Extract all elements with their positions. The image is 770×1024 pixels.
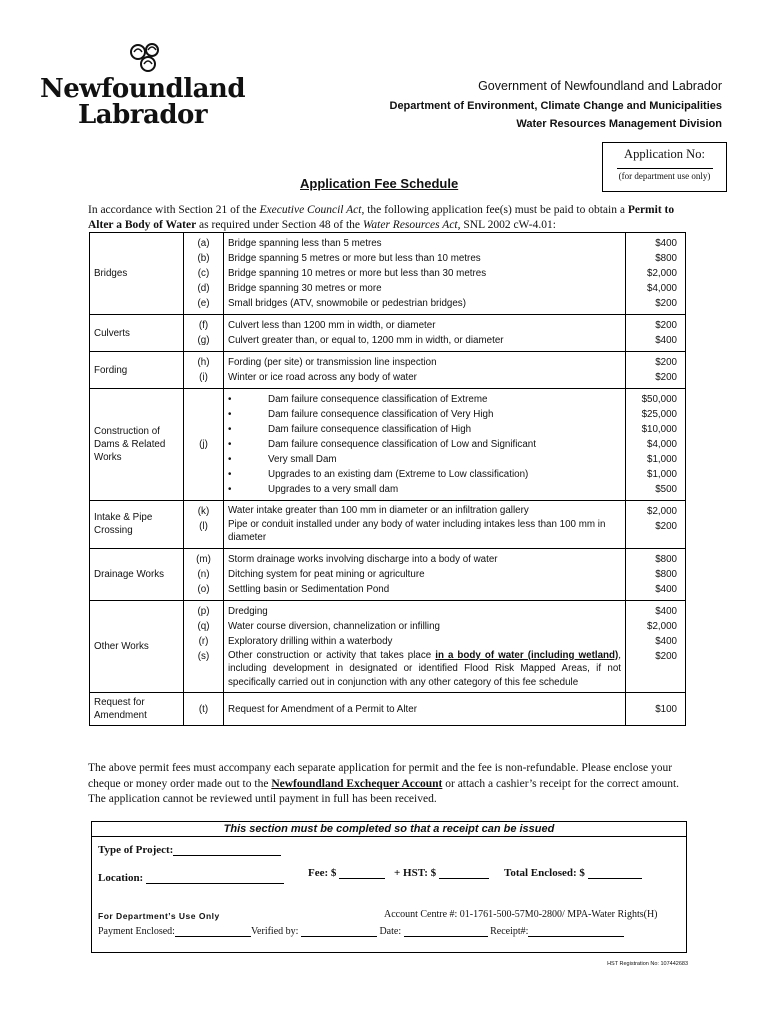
page-title: Application Fee Schedule xyxy=(300,176,459,191)
bullet: • xyxy=(228,469,232,480)
amount-cell: $400 $800 $2,000 $4,000 $200 xyxy=(626,233,686,315)
table-row xyxy=(90,389,686,501)
description-cell: Water intake greater than 100 mm in diameter or an infiltration gallery Pipe or conduit installed under any body of water including intakes less than 100 mm in diameter xyxy=(224,501,626,549)
amount-cell: $800 $800 $400 xyxy=(626,548,686,600)
category-cell: Drainage Works xyxy=(90,548,184,600)
amount-cell: $200 $400 xyxy=(626,315,686,352)
table-row xyxy=(90,548,686,600)
hst-field[interactable]: + HST: $ xyxy=(394,867,489,879)
payment-instructions: The above permit fees must accompany each separate application for permit and the fee is non-refundable. Please enclose your cheque or money order made out to the Newfoundland Exchequer Account or attach a cashier’s receipt for the correct amount. The application cannot be reviewed until payment in full has been received. xyxy=(88,762,680,805)
table-row xyxy=(90,600,686,693)
amount-cell: $2,000 $200 xyxy=(626,501,686,549)
code-cell: (h) (i) xyxy=(184,352,224,389)
description-cell: Request for Amendment of a Permit to Alter xyxy=(224,693,626,726)
description-cell: Storm drainage works involving discharge into a body of water Ditching system for peat mining or agriculture Settling basin or Sedimentation Pond xyxy=(224,548,626,600)
fee-table xyxy=(89,232,686,726)
total-enclosed-field[interactable]: Total Enclosed: $ xyxy=(504,867,642,879)
description-cell: Dredging Water course diversion, channelization or infilling Exploratory drilling within a waterbody Other construction or activity that takes place in a body of water (including wetland), including development in designated or identified Flood Risk Mapped Areas, if not specifically carried out in conjunction with any other category of this fee schedule xyxy=(224,600,626,693)
type-of-project-field[interactable]: Type of Project: xyxy=(98,844,281,856)
bullet: • xyxy=(228,484,232,495)
location-field[interactable]: Location: xyxy=(98,872,284,884)
receipt-section xyxy=(91,821,687,953)
account-centre: Account Centre #: 01-1761-500-57M0-2800/ MPA-Water Rights(H) xyxy=(384,909,658,920)
receipt-heading: This section must be completed so that a receipt can be issued xyxy=(92,822,686,837)
code-cell: (p) (q) (r) (s) xyxy=(184,600,224,693)
category-cell: Other Works xyxy=(90,600,184,693)
department-use-label: For Department’s Use Only xyxy=(98,911,220,921)
bullet: • xyxy=(228,454,232,465)
bullet: • xyxy=(228,424,232,435)
category-cell: Fording xyxy=(90,352,184,389)
bullet: • xyxy=(228,409,232,420)
receipt-number-field[interactable]: Receipt#: xyxy=(490,926,624,937)
hst-registration: HST Registration No: 107442683 xyxy=(607,961,688,967)
code-cell: (a) (b) (c) (d) (e) xyxy=(184,233,224,315)
code-cell: (t) xyxy=(184,693,224,726)
code-cell: (m) (n) (o) xyxy=(184,548,224,600)
category-cell: Intake & Pipe Crossing xyxy=(90,501,184,549)
application-number-label: Application No: xyxy=(624,147,705,161)
description-cell: Bridge spanning less than 5 metres Bridge spanning 5 metres or more but less than 10 metres Bridge spanning 10 metres or more but less than 30 metres Bridge spanning 30 metres or more Small bridges (ATV, snowmobile or pedestrian bridges) xyxy=(224,233,626,315)
table-row xyxy=(90,693,686,726)
department-use-line xyxy=(98,926,624,937)
code-cell: (j) xyxy=(184,389,224,501)
verified-by-field[interactable]: Verified by: xyxy=(251,926,377,937)
newfoundland-labrador-logo xyxy=(40,40,246,140)
table-row xyxy=(90,315,686,352)
table-row xyxy=(90,501,686,549)
code-cell: (k) (l) xyxy=(184,501,224,549)
division-name: Water Resources Management Division xyxy=(516,118,722,130)
logo-line-1: Newfoundland xyxy=(40,74,246,104)
bullet: • xyxy=(228,394,232,405)
category-cell: Request for Amendment xyxy=(90,693,184,726)
description-cell: Culvert less than 1200 mm in width, or diameter Culvert greater than, or equal to, 1200 mm in width, or diameter xyxy=(224,315,626,352)
bullet: • xyxy=(228,439,232,450)
date-field[interactable]: Date: xyxy=(379,926,487,937)
department-name: Department of Environment, Climate Change and Municipalities xyxy=(389,100,722,112)
amount-cell: $400 $2,000 $400 $200 xyxy=(626,600,686,693)
code-cell: (f) (g) xyxy=(184,315,224,352)
amount-cell: $50,000 $25,000 $10,000 $4,000 $1,000 $1,000 $500 xyxy=(626,389,686,501)
category-cell: Bridges xyxy=(90,233,184,315)
application-number-box[interactable] xyxy=(602,142,727,192)
description-cell: Fording (per site) or transmission line inspection Winter or ice road across any body of water xyxy=(224,352,626,389)
table-row xyxy=(90,233,686,315)
table-row xyxy=(90,352,686,389)
category-cell: Construction of Dams & Related Works xyxy=(90,389,184,501)
fee-field[interactable]: Fee: $ xyxy=(308,867,385,879)
amount-cell: $100 xyxy=(626,693,686,726)
description-cell: • Dam failure consequence classification of Extreme • Dam failure consequence classification of Very High • Dam failure consequence classification of High • Dam failure consequence classification of Low and Significant • Very small Dam • Upgrades to an existing dam (Extreme to Low classification) • Upgrades to a very small dam xyxy=(224,389,626,501)
logo-line-2: Labrador xyxy=(78,100,208,130)
government-name: Government of Newfoundland and Labrador xyxy=(478,79,722,93)
payment-enclosed-field[interactable]: Payment Enclosed: xyxy=(98,926,251,937)
amount-cell: $200 $200 xyxy=(626,352,686,389)
logo-wordmark xyxy=(40,76,245,128)
department-use-note: (for department use only) xyxy=(618,171,711,181)
application-number-line xyxy=(617,168,713,169)
category-cell: Culverts xyxy=(90,315,184,352)
intro-paragraph: In accordance with Section 21 of the Executive Council Act, the following application fee(s) must be paid to obtain a Permit to Alter a Body of Water as required under Section 48 of the Water Resources Act, SNL 2002 cW-4.01: xyxy=(88,204,675,231)
